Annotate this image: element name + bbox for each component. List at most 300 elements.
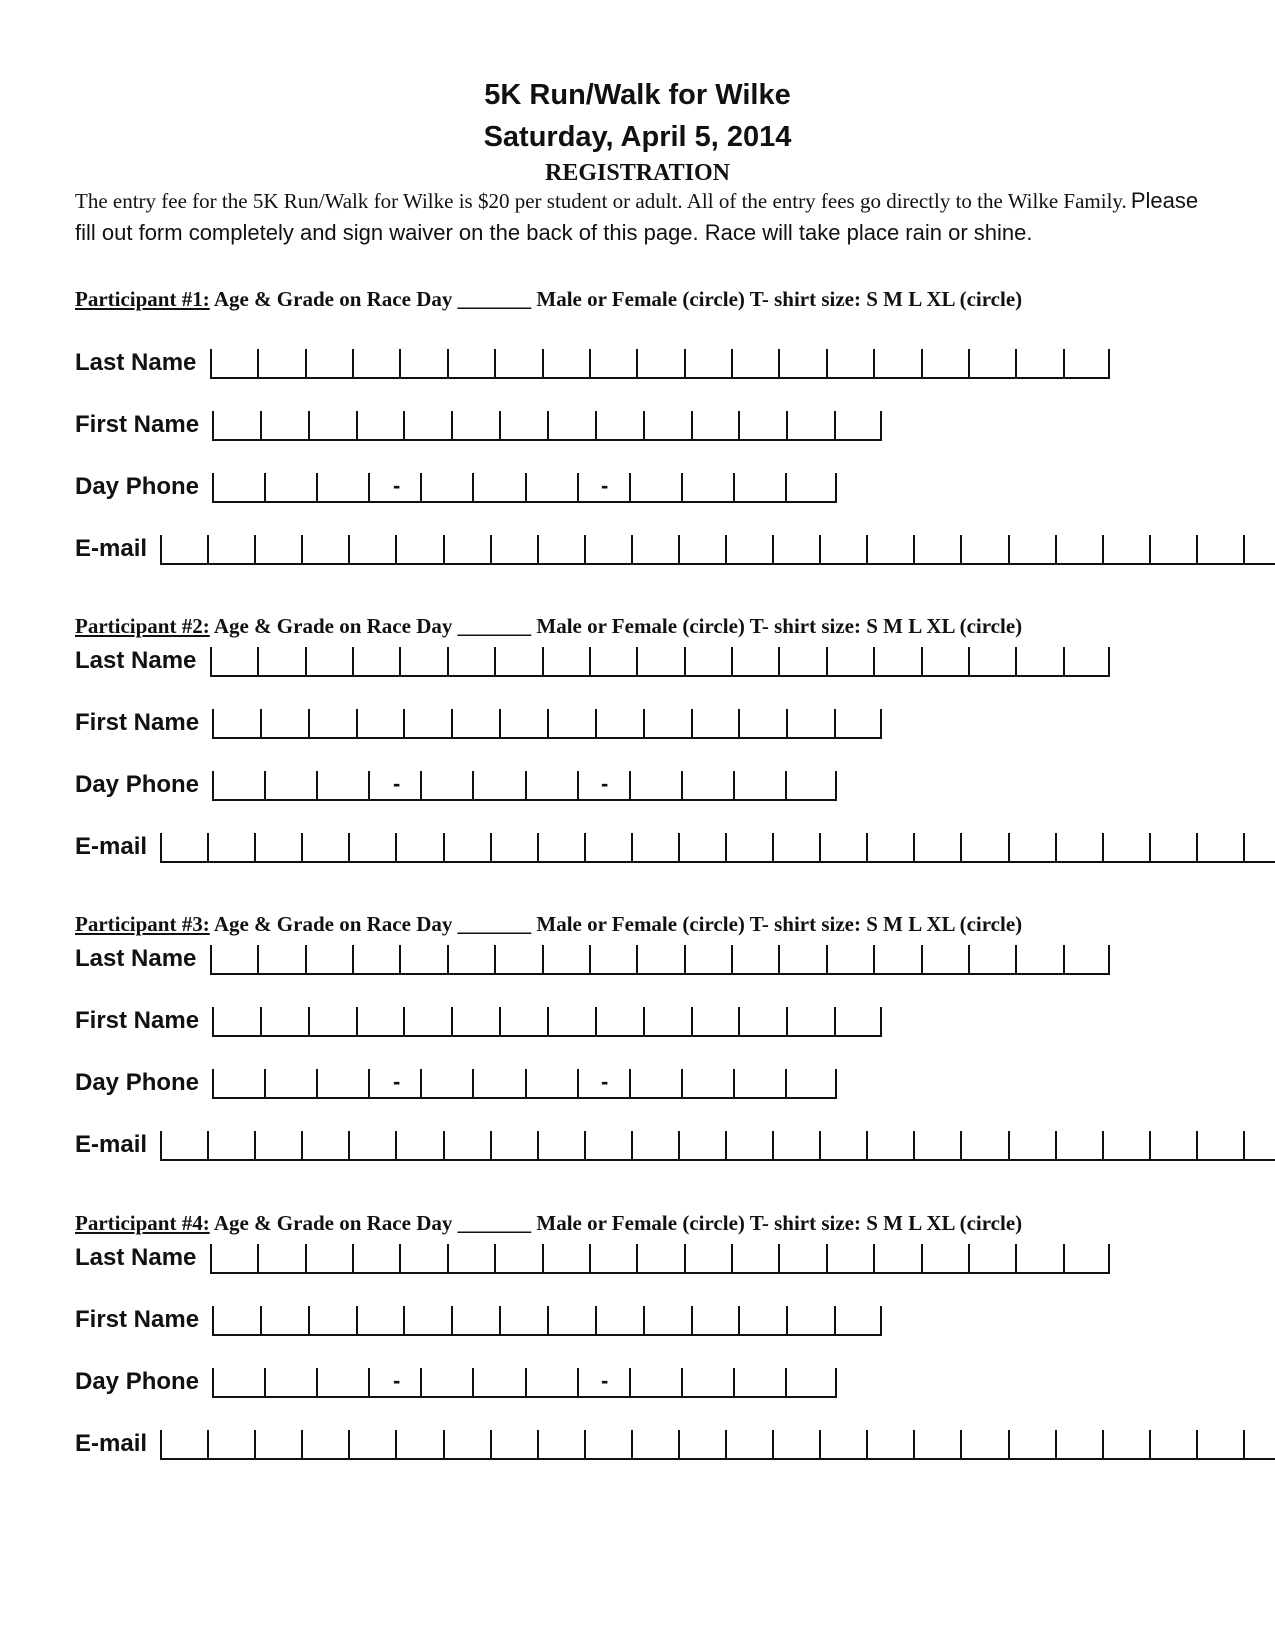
box-divider [733,771,735,799]
box-divider [738,1306,740,1334]
box-divider [643,709,645,737]
box-divider [826,349,828,377]
box-divider [819,535,821,563]
box-divider [210,945,212,973]
box-divider [1015,349,1017,377]
box-divider [499,411,501,439]
box-divider [826,647,828,675]
phone-dash-separator: - [393,1069,401,1094]
first-name-input[interactable] [212,1007,882,1037]
box-divider [1102,535,1104,563]
last-name-input[interactable] [210,1244,1110,1274]
box-divider [866,833,868,861]
box-divider [212,771,214,799]
box-divider [525,473,527,501]
box-divider [866,1430,868,1458]
box-divider [873,1244,875,1272]
box-divider [264,473,266,501]
box-divider [1108,945,1110,973]
box-divider [589,945,591,973]
phone-dash-separator: - [393,473,401,498]
first-name-input[interactable] [212,709,882,739]
box-divider [778,945,780,973]
box-divider [725,1430,727,1458]
box-divider [403,1306,405,1334]
box-divider [160,833,162,861]
email-label: E-mail [75,833,148,860]
box-divider [254,833,256,861]
box-divider [772,1430,774,1458]
box-divider [542,945,544,973]
box-divider [913,1430,915,1458]
box-divider [1243,833,1245,861]
box-divider [525,771,527,799]
box-divider [968,1244,970,1272]
box-divider [835,771,837,799]
intro-paragraph [75,186,1205,250]
box-divider [1102,1131,1104,1159]
box-divider [472,771,474,799]
participant-label: Participant #2: [75,614,210,638]
box-divider [368,1069,370,1097]
box-divider [738,1007,740,1035]
box-divider [547,411,549,439]
box-divider [1055,833,1057,861]
first-name-label: First Name [75,709,200,736]
box-divider [260,411,262,439]
box-divider [834,1007,836,1035]
box-divider [260,1306,262,1334]
box-divider [725,1131,727,1159]
box-divider [420,473,422,501]
box-divider [968,647,970,675]
box-divider [595,1007,597,1035]
box-divider [443,535,445,563]
box-divider [447,349,449,377]
box-divider [584,833,586,861]
box-divider [577,1368,579,1396]
box-divider [778,647,780,675]
first-name-label: First Name [75,411,200,438]
box-divider [212,1368,214,1396]
box-divider [785,771,787,799]
box-divider [472,473,474,501]
box-divider [913,535,915,563]
box-divider [368,1368,370,1396]
box-divider [826,1244,828,1272]
box-divider [490,1430,492,1458]
box-divider [691,1007,693,1035]
email-input[interactable] [160,1430,1275,1460]
box-divider [1008,535,1010,563]
box-divider [1008,1131,1010,1159]
box-divider [873,349,875,377]
box-divider [316,1368,318,1396]
box-divider [305,1244,307,1272]
box-divider [308,709,310,737]
participant-1-header [75,286,1022,312]
box-divider [835,1069,837,1097]
box-divider [403,411,405,439]
box-divider [1063,1244,1065,1272]
box-divider [960,833,962,861]
box-divider [921,1244,923,1272]
box-divider [210,1244,212,1272]
box-divider [1243,1131,1245,1159]
box-divider [499,1306,501,1334]
box-divider [490,833,492,861]
box-divider [352,349,354,377]
box-divider [447,647,449,675]
box-divider [873,945,875,973]
box-divider [819,1430,821,1458]
box-divider [921,349,923,377]
box-divider [738,411,740,439]
box-divider [494,1244,496,1272]
email-input[interactable] [160,1131,1275,1161]
box-divider [731,1244,733,1272]
email-label: E-mail [75,535,148,562]
box-divider [542,647,544,675]
last-name-input[interactable] [210,349,1110,379]
gender-shirt-selection[interactable]: Male or Female (circle) T- shirt size: S M L XL (circle) [536,912,1023,936]
box-divider [778,1244,780,1272]
box-divider [643,1007,645,1035]
box-divider [725,833,727,861]
box-divider [631,1430,633,1458]
day-phone-label: Day Phone [75,1069,200,1096]
box-divider [786,709,788,737]
box-divider [472,1368,474,1396]
box-divider [443,1131,445,1159]
box-divider [589,349,591,377]
email-label: E-mail [75,1430,148,1457]
box-divider [731,349,733,377]
box-divider [913,1131,915,1159]
age-grade-field[interactable]: Age & Grade on Race Day _______ [213,1211,532,1235]
day-phone-label: Day Phone [75,771,200,798]
box-divider [819,833,821,861]
box-divider [403,709,405,737]
last-name-input[interactable] [210,647,1110,677]
box-divider [1196,1131,1198,1159]
last-name-label: Last Name [75,349,197,376]
first-name-input[interactable] [212,411,882,441]
box-divider [1149,833,1151,861]
box-divider [451,709,453,737]
box-divider [968,349,970,377]
box-divider [257,1244,259,1272]
box-divider [443,833,445,861]
box-divider [913,833,915,861]
box-divider [678,833,680,861]
box-divider [308,1306,310,1334]
phone-dash-separator: - [393,1368,401,1393]
box-divider [207,1430,209,1458]
box-divider [547,1007,549,1035]
box-divider [678,1430,680,1458]
box-divider [301,1430,303,1458]
box-divider [207,535,209,563]
day-phone-input[interactable] [212,1069,837,1099]
box-divider [160,1430,162,1458]
box-divider [399,945,401,973]
box-divider [785,1368,787,1396]
participant-label: Participant #1: [75,287,210,311]
box-divider [786,1007,788,1035]
box-divider [525,1368,527,1396]
box-divider [451,1007,453,1035]
box-divider [210,647,212,675]
last-name-label: Last Name [75,945,197,972]
event-title: 5K Run/Walk for Wilke [484,79,791,111]
box-divider [494,945,496,973]
box-divider [684,1244,686,1272]
box-divider [490,1131,492,1159]
box-divider [1196,535,1198,563]
email-label: E-mail [75,1131,148,1158]
box-divider [316,771,318,799]
box-divider [681,1368,683,1396]
box-divider [826,945,828,973]
box-divider [678,535,680,563]
box-divider [921,945,923,973]
box-divider [420,1069,422,1097]
box-divider [819,1131,821,1159]
box-divider [537,535,539,563]
box-divider [356,411,358,439]
age-grade-field[interactable]: Age & Grade on Race Day _______ [213,614,532,638]
box-divider [420,1368,422,1396]
box-divider [207,833,209,861]
participant-label: Participant #3: [75,912,210,936]
box-divider [772,535,774,563]
box-divider [834,1306,836,1334]
box-divider [420,771,422,799]
box-divider [368,473,370,501]
phone-dash-separator: - [601,1368,609,1393]
box-divider [880,1306,882,1334]
box-divider [629,473,631,501]
box-divider [738,709,740,737]
box-divider [772,1131,774,1159]
box-divider [499,1007,501,1035]
phone-dash-separator: - [601,771,609,796]
box-divider [1102,833,1104,861]
box-divider [1015,647,1017,675]
box-divider [968,945,970,973]
day-phone-label: Day Phone [75,1368,200,1395]
box-divider [212,473,214,501]
box-divider [1243,1430,1245,1458]
box-divider [352,1244,354,1272]
box-divider [494,647,496,675]
box-divider [584,535,586,563]
box-divider [210,349,212,377]
box-divider [499,709,501,737]
box-divider [643,1306,645,1334]
box-divider [254,1430,256,1458]
day-phone-input[interactable] [212,473,837,503]
box-divider [631,1131,633,1159]
box-divider [921,647,923,675]
box-divider [636,647,638,675]
box-divider [725,535,727,563]
box-divider [589,1244,591,1272]
box-divider [733,473,735,501]
gender-shirt-selection[interactable]: Male or Female (circle) T- shirt size: S M L XL (circle) [536,614,1023,638]
box-divider [577,771,579,799]
box-divider [1063,349,1065,377]
email-input[interactable] [160,535,1275,565]
box-divider [595,411,597,439]
box-divider [834,411,836,439]
box-divider [1008,833,1010,861]
box-divider [584,1430,586,1458]
box-divider [264,771,266,799]
box-divider [1015,1244,1017,1272]
box-divider [681,771,683,799]
box-divider [1149,1131,1151,1159]
last-name-label: Last Name [75,647,197,674]
box-divider [595,709,597,737]
box-divider [257,349,259,377]
first-name-label: First Name [75,1007,200,1034]
box-divider [257,945,259,973]
box-divider [681,473,683,501]
participant-3-header [75,911,1022,937]
gender-shirt-selection[interactable]: Male or Female (circle) T- shirt size: S M L XL (circle) [536,1211,1023,1235]
box-divider [356,709,358,737]
box-divider [547,709,549,737]
box-divider [308,411,310,439]
email-input[interactable] [160,833,1275,863]
box-divider [447,1244,449,1272]
box-divider [636,349,638,377]
box-divider [525,1069,527,1097]
box-divider [537,833,539,861]
box-divider [1243,535,1245,563]
box-divider [395,1131,397,1159]
box-divider [629,1368,631,1396]
box-divider [772,833,774,861]
box-divider [731,647,733,675]
day-phone-input[interactable] [212,771,837,801]
day-phone-input[interactable] [212,1368,837,1398]
box-divider [691,709,693,737]
box-divider [403,1007,405,1035]
box-divider [308,1007,310,1035]
box-divider [542,1244,544,1272]
box-divider [1055,1131,1057,1159]
box-divider [399,349,401,377]
box-divider [733,1069,735,1097]
box-divider [207,1131,209,1159]
box-divider [160,1131,162,1159]
gender-shirt-selection[interactable]: Male or Female (circle) T- shirt size: S M L XL (circle) [536,287,1023,311]
age-grade-field[interactable]: Age & Grade on Race Day _______ [213,287,532,311]
box-divider [631,535,633,563]
box-divider [368,771,370,799]
box-divider [684,945,686,973]
phone-dash-separator: - [601,473,609,498]
box-divider [254,535,256,563]
box-divider [451,1306,453,1334]
box-divider [472,1069,474,1097]
box-divider [547,1306,549,1334]
box-divider [873,647,875,675]
box-divider [212,1069,214,1097]
box-divider [447,945,449,973]
box-divider [785,1069,787,1097]
phone-dash-separator: - [601,1069,609,1094]
box-divider [301,833,303,861]
box-divider [451,411,453,439]
box-divider [866,535,868,563]
entry-fee-text: The entry fee for the 5K Run/Walk for Wilke is $20 per student or adult. All of the entry fees go directly to the Wilke Family. [75,189,1127,213]
last-name-label: Last Name [75,1244,197,1271]
box-divider [260,709,262,737]
instructions-text: Please fill out form completely and sign waiver on the back of this page. Race will take place rain or shine. [75,188,1199,245]
box-divider [1108,647,1110,675]
box-divider [835,1368,837,1396]
box-divider [636,1244,638,1272]
box-divider [880,709,882,737]
box-divider [443,1430,445,1458]
box-divider [589,647,591,675]
box-divider [595,1306,597,1334]
box-divider [778,349,780,377]
age-grade-field[interactable]: Age & Grade on Race Day _______ [213,912,532,936]
day-phone-label: Day Phone [75,473,200,500]
box-divider [264,1069,266,1097]
box-divider [212,1007,214,1035]
registration-heading: REGISTRATION [545,160,730,186]
box-divider [160,535,162,563]
box-divider [834,709,836,737]
event-date: Saturday, April 5, 2014 [483,121,792,153]
box-divider [733,1368,735,1396]
box-divider [494,349,496,377]
box-divider [866,1131,868,1159]
box-divider [352,945,354,973]
box-divider [542,349,544,377]
box-divider [1108,1244,1110,1272]
box-divider [577,473,579,501]
box-divider [1055,535,1057,563]
box-divider [1063,647,1065,675]
box-divider [257,647,259,675]
box-divider [260,1007,262,1035]
box-divider [643,411,645,439]
box-divider [316,1069,318,1097]
box-divider [348,833,350,861]
first-name-input[interactable] [212,1306,882,1336]
box-divider [681,1069,683,1097]
box-divider [786,411,788,439]
box-divider [629,771,631,799]
box-divider [1196,1430,1198,1458]
box-divider [254,1131,256,1159]
box-divider [356,1306,358,1334]
box-divider [684,349,686,377]
last-name-input[interactable] [210,945,1110,975]
box-divider [301,1131,303,1159]
box-divider [1196,833,1198,861]
box-divider [1055,1430,1057,1458]
box-divider [835,473,837,501]
box-divider [678,1131,680,1159]
